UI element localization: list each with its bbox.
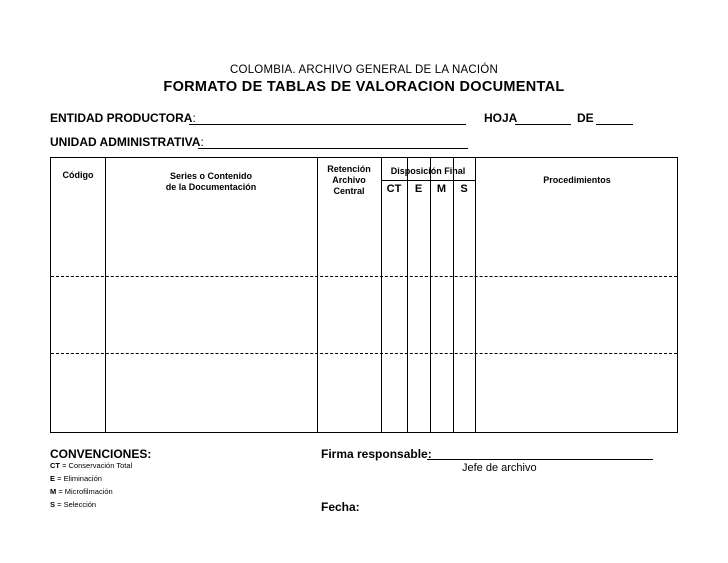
convention-text: = Eliminación [55,474,102,483]
entidad-label: ENTIDAD PRODUCTORA [50,111,193,125]
convention-code: E [50,474,56,483]
hoja-label: HOJA [484,111,518,125]
col-divider [381,158,382,432]
header-disposicion: Disposición Final [390,166,466,176]
header-codigo: Código [62,170,94,180]
hoja-input-line[interactable] [515,124,571,125]
header-retencion-line2: Archivo [332,175,366,185]
col-divider [475,158,476,432]
document-title: FORMATO DE TABLAS DE VALORACION DOCUMENTAL [163,79,565,95]
col-divider [407,158,408,432]
header-s: S [460,183,468,195]
col-divider [317,158,318,432]
convention-text: = Microfilmación [56,487,113,496]
convention-code: S [50,500,56,509]
unidad-administrativa-field [50,135,204,149]
header-procedimientos: Procedimientos [543,175,611,185]
convention-item [50,500,96,509]
convention-item [50,474,102,483]
unidad-colon: : [200,135,204,149]
firma-role: Jefe de archivo [462,462,537,474]
header-m: M [436,183,447,195]
col-divider [430,158,431,432]
header-retencion-line3: Central [333,186,365,196]
convention-code: CT [50,461,60,470]
row-separator [51,353,677,354]
valoracion-table [50,157,678,433]
col-divider [105,158,106,432]
entidad-productora-field [50,111,196,125]
fecha-label: Fecha: [321,500,360,514]
col-divider [453,158,454,432]
header-series [105,171,317,193]
conventions-title: CONVENCIONES: [50,447,152,461]
convention-item [50,461,132,470]
organization-name: COLOMBIA. ARCHIVO GENERAL DE LA NACIÓN [230,64,498,76]
convention-text: = Selección [55,500,97,509]
convention-code: M [50,487,57,496]
header-retencion-line1: Retención [327,164,371,174]
row-separator [51,276,677,277]
header-series-line1: Series o Contenido [169,171,252,181]
unidad-label: UNIDAD ADMINISTRATIVA [50,135,201,149]
header-retencion [317,164,381,197]
header-e: E [414,183,423,195]
convention-text: = Conservación Total [60,461,133,470]
disposicion-divider [381,180,475,181]
firma-label: Firma responsable: [321,447,432,461]
entidad-input-line[interactable] [189,124,466,125]
de-input-line[interactable] [596,124,633,125]
entidad-colon: : [192,111,196,125]
de-label: DE [577,111,594,125]
firma-input-line[interactable] [427,459,653,460]
header-ct: CT [386,183,402,195]
convention-item [50,487,113,496]
header-series-line2: de la Documentación [165,182,257,192]
unidad-input-line[interactable] [198,148,468,149]
